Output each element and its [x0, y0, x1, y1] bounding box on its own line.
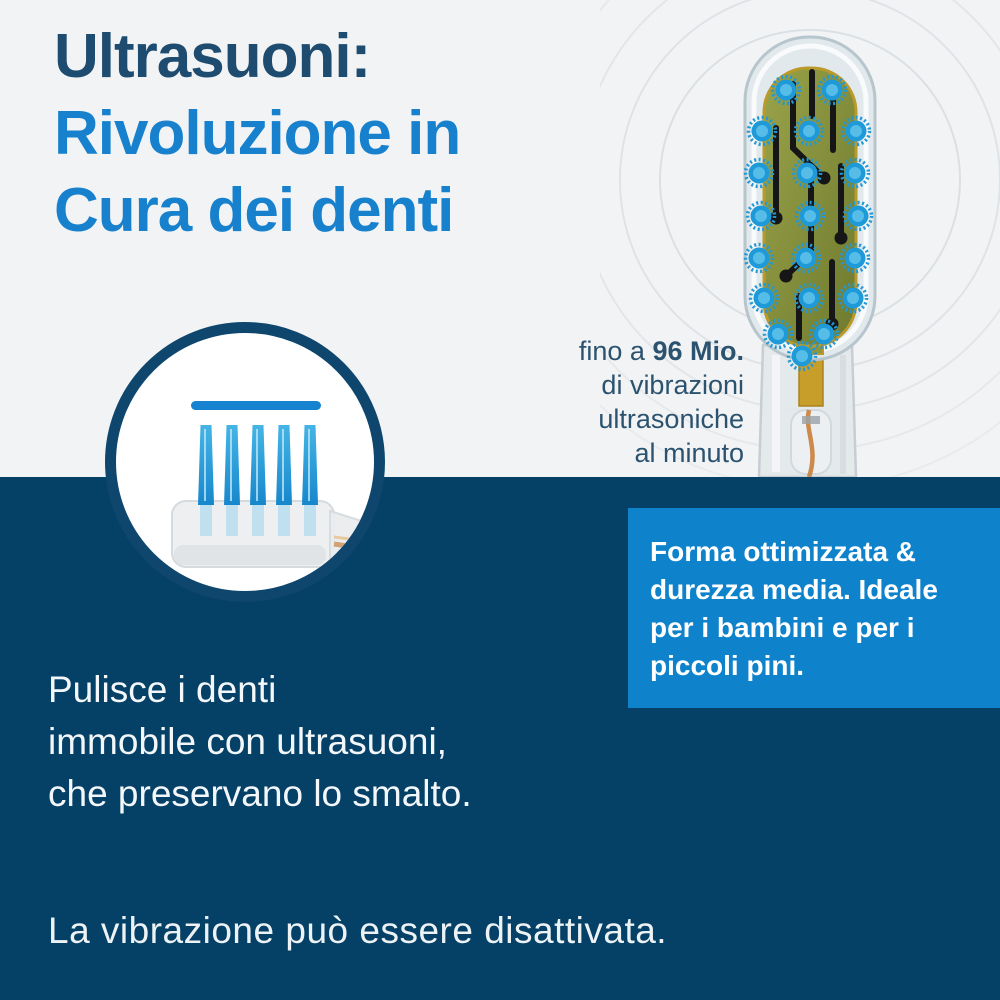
benefit-line-3: che preservano lo smalto. [48, 773, 472, 814]
stat-value: 96 Mio. [652, 336, 744, 366]
stat-line-2: di vibrazioni [601, 370, 744, 400]
page-title [54, 18, 460, 249]
footer-note: La vibrazione può essere disattivata. [48, 910, 668, 951]
feature-line-1: Forma ottimizzata & [650, 536, 917, 567]
benefit-text [48, 664, 472, 820]
vibration-stat [579, 334, 744, 470]
static-surface-bar [191, 401, 321, 410]
page-title-line-1: Ultrasuoni: [54, 22, 371, 91]
stat-line-4: al minuto [634, 438, 744, 468]
stat-line-3: ultrasoniche [598, 404, 744, 434]
bristles-inset-badge [105, 322, 385, 602]
feature-box [628, 508, 1000, 708]
stat-prefix: fino a [578, 336, 645, 366]
page-title-line-2: Rivoluzione in [54, 99, 461, 168]
benefit-line-2: immobile con ultrasuoni, [48, 721, 447, 762]
inset-bristles [198, 425, 318, 505]
benefit-line-1: Pulisce i denti [48, 669, 277, 710]
inset-brush-body [172, 501, 374, 567]
feature-line-4: piccoli pini. [650, 650, 805, 681]
page-title-line-3: Cura dei denti [54, 176, 454, 245]
bristles-side-view-icon [116, 333, 374, 591]
feature-line-3: per i bambini e per i [650, 612, 915, 643]
feature-line-2: durezza media. Ideale [650, 574, 938, 605]
